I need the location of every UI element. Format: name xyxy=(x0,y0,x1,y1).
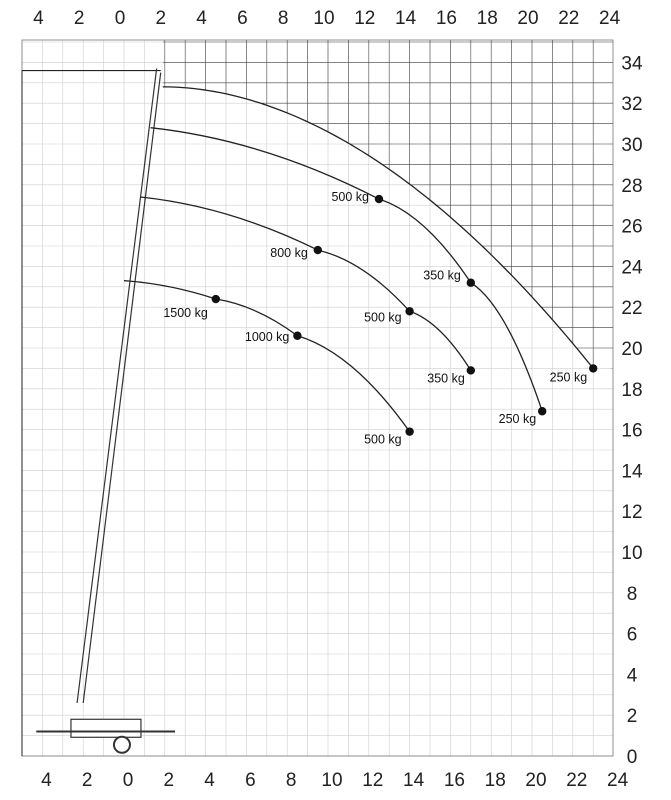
point-label: 500 kg xyxy=(331,190,369,205)
y-tick-label: 32 xyxy=(621,94,643,116)
y-tick-label: 30 xyxy=(621,135,643,156)
point-label: 350 kg xyxy=(423,268,461,283)
data-point xyxy=(538,407,546,415)
point-label: 250 kg xyxy=(549,370,588,385)
data-point xyxy=(589,364,597,372)
y-tick-label: 0 xyxy=(626,747,638,768)
x-tick-label-top: 22 xyxy=(558,8,580,29)
crane-chassis xyxy=(71,719,141,737)
x-tick-label-top: 2 xyxy=(73,8,85,29)
y-tick-label: 4 xyxy=(626,665,638,687)
y-tick-label: 24 xyxy=(621,257,643,279)
x-tick-label-bottom: 12 xyxy=(362,770,384,791)
x-tick-label-top: 16 xyxy=(435,8,457,29)
point-label: 500 kg xyxy=(364,310,402,325)
point-label: 350 kg xyxy=(427,371,465,386)
x-tick-label-top: 24 xyxy=(599,8,621,29)
x-tick-label-top: 14 xyxy=(395,8,417,29)
data-point xyxy=(314,246,322,254)
x-tick-label-top: 4 xyxy=(196,8,207,29)
x-tick-label-top: 2 xyxy=(155,8,167,29)
data-point xyxy=(293,332,301,340)
point-label: 800 kg xyxy=(270,246,308,261)
crane-boom xyxy=(77,69,157,703)
y-tick-label: 10 xyxy=(621,543,643,564)
crane-illustration xyxy=(36,69,175,753)
data-point xyxy=(467,279,475,287)
x-tick-label-bottom: 8 xyxy=(285,770,297,791)
point-label: 1000 kg xyxy=(244,329,290,344)
y-tick-label: 26 xyxy=(621,216,643,238)
x-tick-label-top: 4 xyxy=(33,8,44,29)
x-tick-label-top: 0 xyxy=(114,8,126,29)
restricted-zone-grid xyxy=(22,40,613,756)
x-tick-label-bottom: 16 xyxy=(443,770,465,791)
crane-boom-edge xyxy=(83,73,161,703)
y-tick-label: 20 xyxy=(621,339,643,360)
x-axis-bottom-ticks xyxy=(41,770,628,791)
x-tick-label-bottom: 2 xyxy=(163,770,175,791)
y-tick-label: 2 xyxy=(626,706,638,728)
plot-frame xyxy=(22,40,613,756)
x-tick-label-bottom: 0 xyxy=(122,770,134,791)
y-tick-label: 22 xyxy=(621,298,643,320)
x-tick-label-bottom: 2 xyxy=(81,770,93,791)
x-tick-label-bottom: 4 xyxy=(41,770,52,791)
point-label: 250 kg xyxy=(498,412,537,427)
y-tick-label: 18 xyxy=(621,379,643,401)
x-tick-label-top: 18 xyxy=(476,8,498,29)
data-point xyxy=(375,195,383,203)
x-tick-label-bottom: 4 xyxy=(204,770,215,791)
x-tick-label-bottom: 22 xyxy=(566,770,588,791)
dense-grid-lines xyxy=(22,40,613,756)
y-tick-label: 6 xyxy=(626,624,638,646)
crane-wheel xyxy=(114,737,130,753)
data-point xyxy=(405,307,413,315)
x-tick-label-bottom: 20 xyxy=(525,770,547,791)
y-tick-label: 14 xyxy=(621,461,643,483)
data-point xyxy=(212,295,220,303)
x-tick-label-bottom: 6 xyxy=(245,770,256,791)
x-tick-label-bottom: 10 xyxy=(321,770,343,791)
y-tick-label: 8 xyxy=(626,583,638,605)
x-tick-label-top: 10 xyxy=(313,8,335,29)
x-tick-label-top: 6 xyxy=(237,8,248,29)
data-point xyxy=(467,366,475,374)
y-tick-label: 16 xyxy=(621,420,643,442)
x-tick-label-top: 12 xyxy=(354,8,376,29)
x-axis-top-ticks xyxy=(33,8,620,29)
y-tick-label: 34 xyxy=(621,53,643,75)
load-curve-3 xyxy=(151,128,543,412)
x-tick-label-bottom: 24 xyxy=(607,770,629,791)
x-tick-label-top: 8 xyxy=(277,8,289,29)
load-curves xyxy=(124,128,542,432)
y-tick-label: 12 xyxy=(621,502,643,524)
x-tick-label-bottom: 18 xyxy=(484,770,506,791)
load-curve-2 xyxy=(140,197,470,370)
data-points xyxy=(212,195,598,436)
y-axis-ticks xyxy=(621,53,643,768)
point-labels xyxy=(163,190,587,447)
point-label: 500 kg xyxy=(364,432,402,447)
x-tick-label-bottom: 14 xyxy=(403,770,425,791)
x-tick-label-top: 20 xyxy=(517,8,539,29)
chart-grid xyxy=(22,40,613,756)
data-point xyxy=(405,427,413,435)
point-label: 1500 kg xyxy=(163,306,208,321)
y-tick-label: 28 xyxy=(621,175,643,197)
